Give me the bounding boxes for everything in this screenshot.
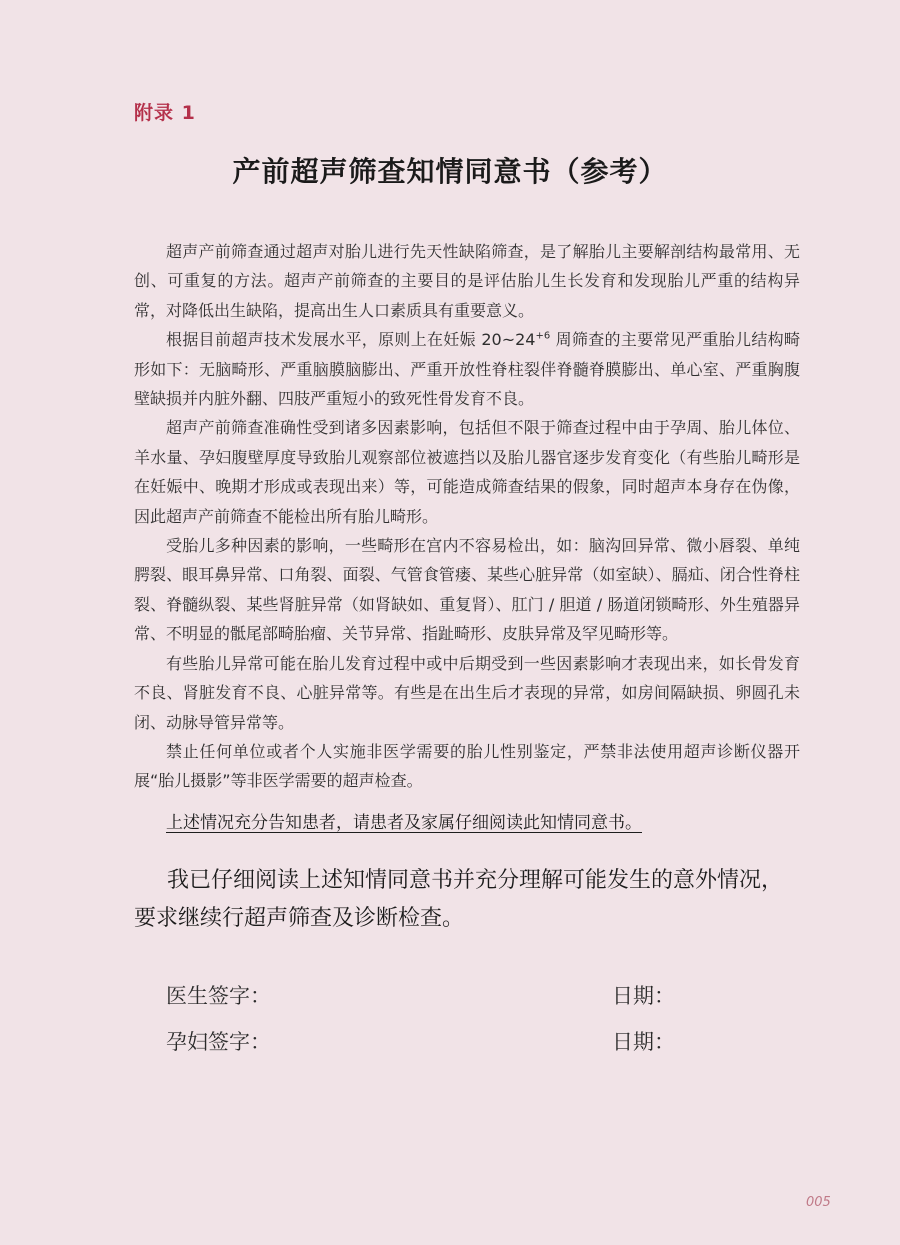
paragraph-5: 有些胎儿异常可能在胎儿发育过程中或中后期受到一些因素影响才表现出来，如长骨发育不良、肾脏发育不良、心脏异常等。有些是在出生后才表现的异常，如房间隔缺损、卵圆孔未闭、动脉导管异常等。 <box>134 653 800 732</box>
appendix-label: 附录 1 <box>134 102 196 124</box>
document-title: 产前超声筛查知情同意书（参考） <box>232 155 668 188</box>
doctor-date-label: 日期： <box>612 984 675 1008</box>
consent-statement: 我已仔细阅读上述知情同意书并充分理解可能发生的意外情况，要求继续行超声筛查及诊断检查。 <box>134 868 784 931</box>
paragraph-2-superscript: +6 <box>535 330 551 342</box>
notice-line: 上述情况充分告知患者，请患者及家属仔细阅读此知情同意书。 <box>166 813 642 833</box>
paragraph-4: 受胎儿多种因素的影响，一些畸形在宫内不容易检出，如：脑沟回异常、微小唇裂、单纯腭裂、眼耳鼻异常、口角裂、面裂、气管食管瘘、某些心脏异常（如室缺）、膈疝、闭合性脊柱裂、脊髓纵裂、某些肾脏异常（如肾缺如、重复肾）、肛门 / 胆道 / 肠道闭锁畸形、外生殖器异常、不明显的骶尾部畸胎瘤、关节异常、指趾畸形、皮肤异常及罕见畸形等。 <box>134 536 800 644</box>
patient-date-label: 日期： <box>612 1030 675 1054</box>
paragraph-3: 超声产前筛查准确性受到诸多因素影响，包括但不限于筛查过程中由于孕周、胎儿体位、羊水量、孕妇腹壁厚度导致胎儿观察部位被遮挡以及胎儿器官逐步发育变化（有些胎儿畸形是在妊娠中、晚期才形成或表现出来）等，可能造成筛查结果的假象，同时超声本身存在伪像，因此超声产前筛查不能检出所有胎儿畸形。 <box>134 418 800 526</box>
paragraph-1: 超声产前筛查通过超声对胎儿进行先天性缺陷筛查，是了解胎儿主要解剖结构最常用、无创、可重复的方法。超声产前筛查的主要目的是评估胎儿生长发育和发现胎儿严重的结构异常，对降低出生缺陷，提高出生人口素质具有重要意义。 <box>134 242 800 320</box>
paragraph-2-rest: 周筛查的主要常见严重胎儿结构畸形如下：无脑畸形、严重脑膜脑膨出、严重开放性脊柱裂伴脊髓脊膜膨出、单心室、严重胸腹壁缺损并内脏外翻、四肢严重短小的致死性骨发育不良。 <box>134 330 800 409</box>
doctor-signature-label: 医生签字： <box>166 984 271 1008</box>
page-number: 005 <box>806 1195 831 1210</box>
patient-signature-label: 孕妇签字： <box>166 1030 271 1054</box>
consent-body <box>134 237 800 796</box>
paragraph-2-start: 根据目前超声技术发展水平，原则上在妊娠 20~24 <box>166 330 536 350</box>
paragraph-6: 禁止任何单位或者个人实施非医学需要的胎儿性别鉴定，严禁非法使用超声诊断仪器开展“胎儿摄影”等非医学需要的超声检查。 <box>134 741 800 791</box>
paragraph-2 <box>134 325 800 413</box>
